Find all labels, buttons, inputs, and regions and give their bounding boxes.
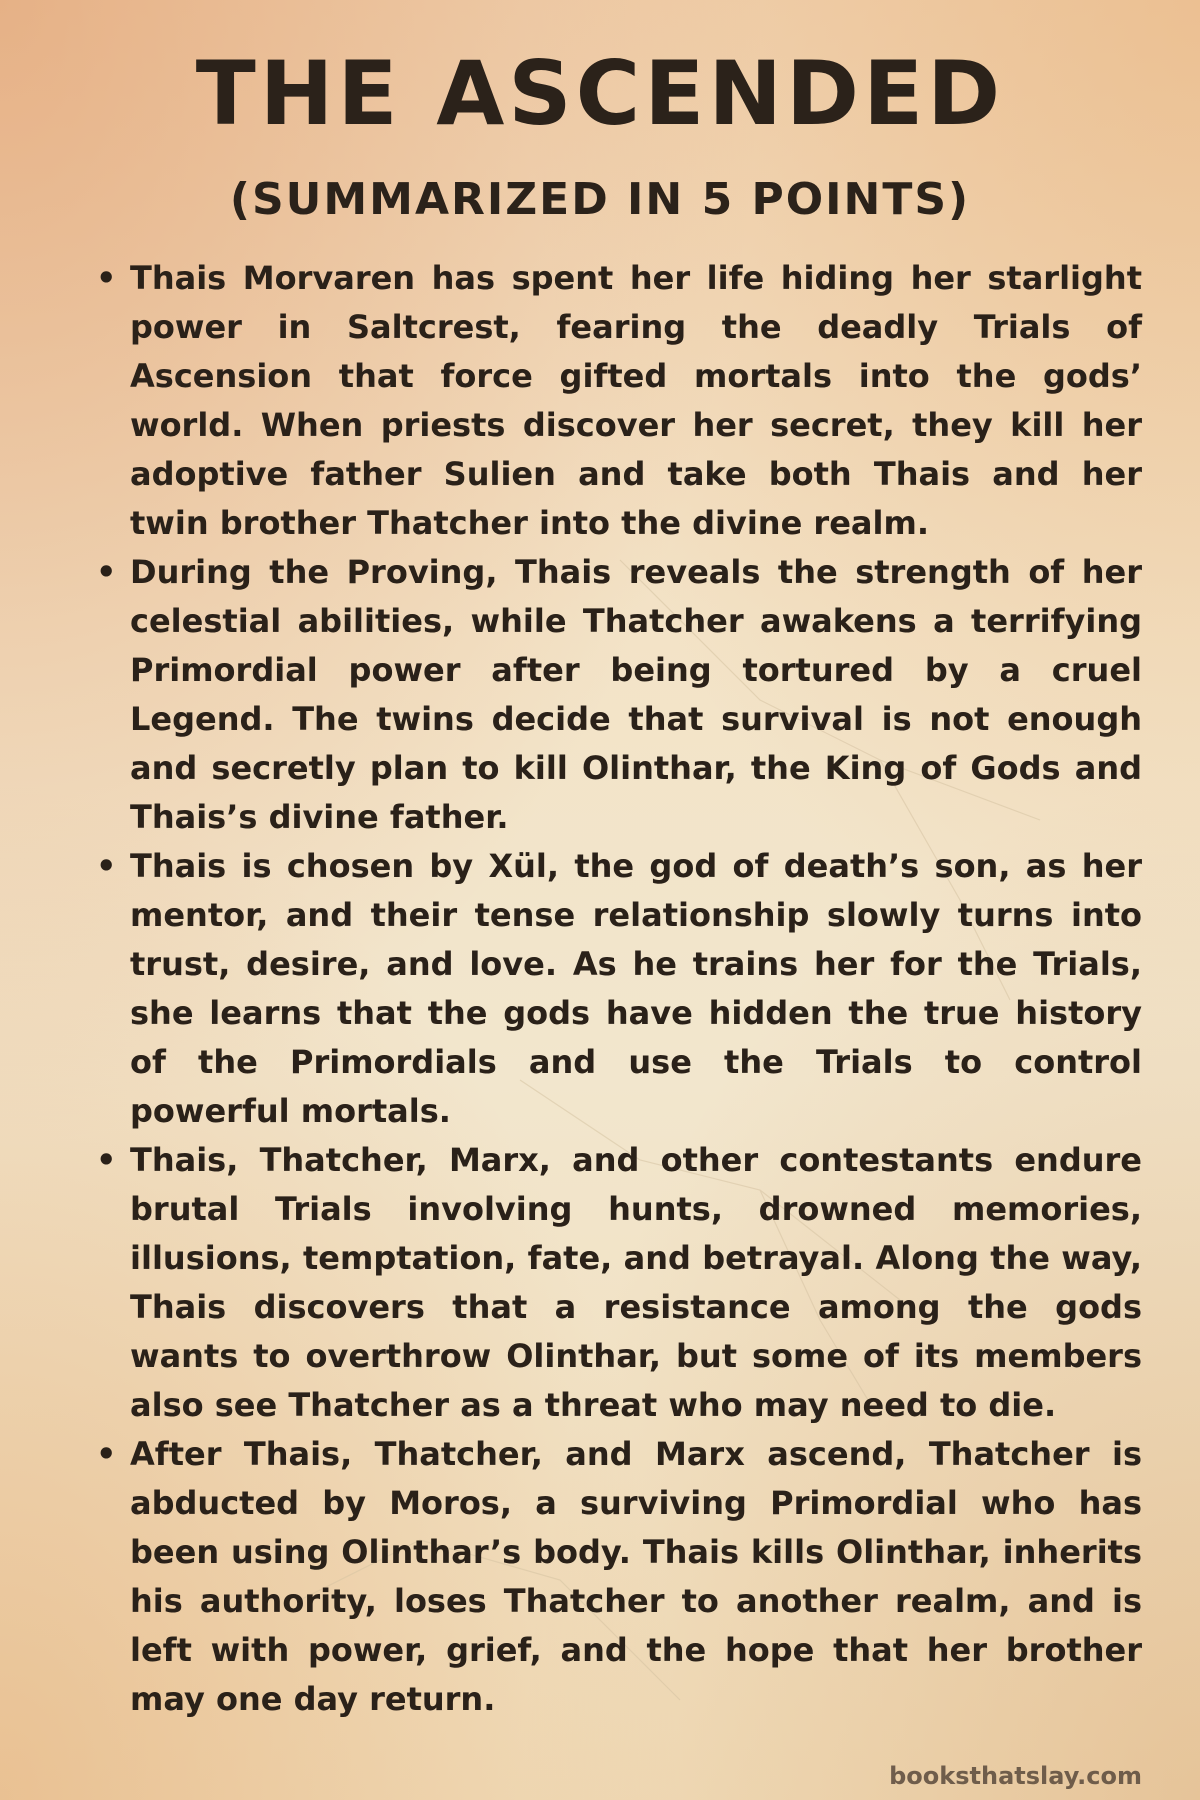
bullet-icon: • xyxy=(96,259,117,297)
summary-point-text: Thais, Thatcher, Marx, and other contestants endure brutal Trials involving hunts, drowned memories, illusions, temptation, fate, and betrayal. Along the way, Thais discovers that a resistance among the gods wants to overthrow Olinthar, but some of its members also see Thatcher as a threat who may need to die. xyxy=(130,1141,1142,1424)
page-subtitle: (SUMMARIZED IN 5 POINTS) xyxy=(229,174,971,225)
summary-point-4 xyxy=(92,1136,1142,1430)
summary-point-3 xyxy=(92,842,1142,1136)
summary-point-text: Thais is chosen by Xül, the god of death’s son, as her mentor, and their tense relationship slowly turns into trust, desire, and love. As he trains her for the Trials, she learns that the gods have hidden the true history of the Primordials and use the Trials to control powerful mortals. xyxy=(130,847,1142,1130)
summary-point-1 xyxy=(92,254,1142,548)
summary-points-list xyxy=(92,254,1142,1724)
site-watermark: booksthatslay.com xyxy=(889,1762,1142,1790)
summary-point-text: During the Proving, Thais reveals the strength of her celestial abilities, while Thatcher awakens a terrifying Primordial power after being tortured by a cruel Legend. The twins decide that survival is not enough and secretly plan to kill Olinthar, the King of Gods and Thais’s divine father. xyxy=(130,553,1142,836)
summary-point-5 xyxy=(92,1430,1142,1724)
bullet-icon: • xyxy=(96,1435,117,1473)
summary-point-2 xyxy=(92,548,1142,842)
bullet-icon: • xyxy=(96,553,117,591)
summary-point-text: Thais Morvaren has spent her life hiding her starlight power in Saltcrest, fearing the deadly Trials of Ascension that force gifted mortals into the gods’ world. When priests discover her secret, they kill her adoptive father Sulien and take both Thais and her twin brother Thatcher into the divine realm. xyxy=(130,259,1142,542)
page-title: THE ASCENDED xyxy=(195,42,1005,145)
summary-point-text: After Thais, Thatcher, and Marx ascend, Thatcher is abducted by Moros, a surviving Primordial who has been using Olinthar’s body. Thais kills Olinthar, inherits his authority, loses Thatcher to another realm, and is left with power, grief, and the hope that her brother may one day return. xyxy=(130,1435,1142,1718)
bullet-icon: • xyxy=(96,1141,117,1179)
bullet-icon: • xyxy=(96,847,117,885)
